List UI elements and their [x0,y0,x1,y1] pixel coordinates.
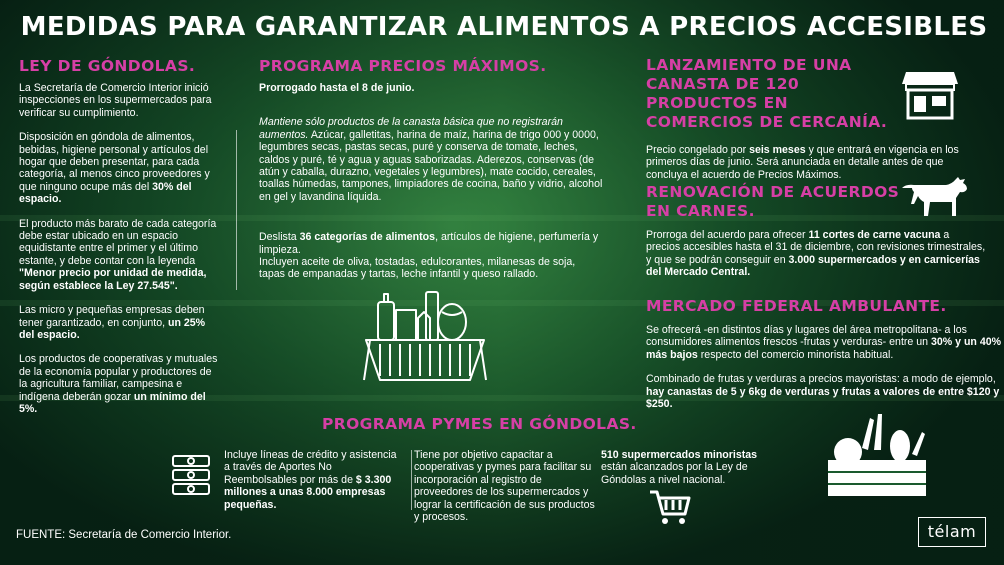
section-title: RENOVACIÓN DE ACUERDOS EN CARNES. [646,183,900,220]
paragraph: Precio congelado por seis meses y que entrará en vigencia en los primeros días de junio. Será anunciada en detalle antes de que concluya el acuerdo de Precios Máximos. [646,144,959,181]
section-ley-gondolas [19,56,219,427]
store-icon [902,68,958,120]
pymes-supermercados-text: 510 supermercados minoristas están alcanzados por la Ley de Góndolas a nivel nacional. [601,449,758,486]
vegetable-crate-icon [822,408,932,498]
section-title-pymes: PROGRAMA PYMES EN GÓNDOLAS. [322,415,637,433]
paragraph: Los productos de cooperativas y mutuales de la economía popular y productores de la agricultura familiar, campesina e indígena deberán gozar un mínimo del 5%. [19,353,218,415]
basket-icon [360,282,490,394]
section-mercado-federal [646,296,1002,410]
page-title: MEDIDAS PARA GARANTIZAR ALIMENTOS A PRECIOS ACCESIBLES [20,12,988,42]
source-note: FUENTE: Secretaría de Comercio Interior. [16,529,232,541]
paragraph: La Secretaría de Comercio Interior inició inspecciones en los supermercados para verificar su cumplimiento. [19,82,212,119]
paragraph: Disposición en góndola de alimentos, bebidas, higiene personal y artículos del hogar que deben presentar, para cada categoría, al menos cinco proveedores y que ninguno ocupe más del 30% del espacio. [19,131,210,206]
paragraph: Prorroga del acuerdo para ofrecer 11 cortes de carne vacuna a precios accesibles hasta el 31 de diciembre, con revisiones trimestrales, y que se podrán conseguir en 3.000 supermercados y en carnicerías del Mercado Central. [646,229,986,279]
section-precios-maximos [259,56,604,281]
section-title: PROGRAMA PRECIOS MÁXIMOS. [259,57,547,75]
paragraph: Mantiene sólo productos de la canasta básica que no registrarán aumentos. Azúcar, galletitas, harina de maíz, harina de trigo 000 y 0000, legumbres secas, pastas secas, puré y conserva de tomate, leches, caldos y puré, té y agua y aguas saborizadas. Aderezos, conservas (de atún y caballa, durazno, vegetales y legumbres), mate cocido, cereales, toallas húmedas, tampones, limpiadores de cocina, baño y vidrio, alcohol en gel y lavandina líquida. [259,116,603,203]
pymes-credit-text: Incluye líneas de crédito y asistencia a través de Aportes No Reembolsables por más de $ 3.300 millones a unas 8.000 empresas pequeñas. [224,449,397,511]
cart-icon [648,488,692,526]
cow-icon [898,176,970,220]
section-title: MERCADO FEDERAL AMBULANTE. [646,297,947,315]
paragraph: Se ofrecerá -en distintos días y lugares del área metropolitana- a los consumidores alimentos frescos -frutas y verduras- entre un 30% y un 40% más bajos respecto del comercio minorista habitual. [646,324,1002,361]
money-icon [171,452,213,504]
column-divider [411,450,412,510]
paragraph: Deslista 36 categorías de alimentos, artículos de higiene, perfumería y limpieza. Incluyen aceite de oliva, tostadas, edulcorantes, milanesas de soja, tapas de empanadas y tartas, leche infantil y queso rallado. [259,231,599,281]
telam-logo: télam [918,517,986,547]
pymes-capacitacion-text: Tiene por objetivo capacitar a cooperativas y pymes para facilitar su incorporación al registro de proveedores de los supermercados y lograr la certificación de sus productos y procesos. [414,449,595,524]
column-divider [236,130,237,290]
paragraph: Combinado de frutas y verduras a precios mayoristas: a modo de ejemplo, hay canastas de 5 y 6kg de verduras y frutas a valores de entre $120 y $250. [646,373,1000,411]
paragraph: Prorrogado hasta el 8 de junio. [259,82,415,94]
section-title: LANZAMIENTO DE UNA CANASTA DE 120 PRODUCTOS EN COMERCIOS DE CERCANÍA. [646,56,888,131]
section-title: LEY DE GÓNDOLAS. [19,57,196,75]
paragraph: Las micro y pequeñas empresas deben tener garantizado, en conjunto, un 25% del espacio. [19,304,206,341]
paragraph: El producto más barato de cada categoría debe estar ubicado en un espacio equidistante entre el primer y el último estante, y debe contar con la leyenda "Menor precio por unidad de medida, según establece la Ley 27.545". [19,217,217,292]
